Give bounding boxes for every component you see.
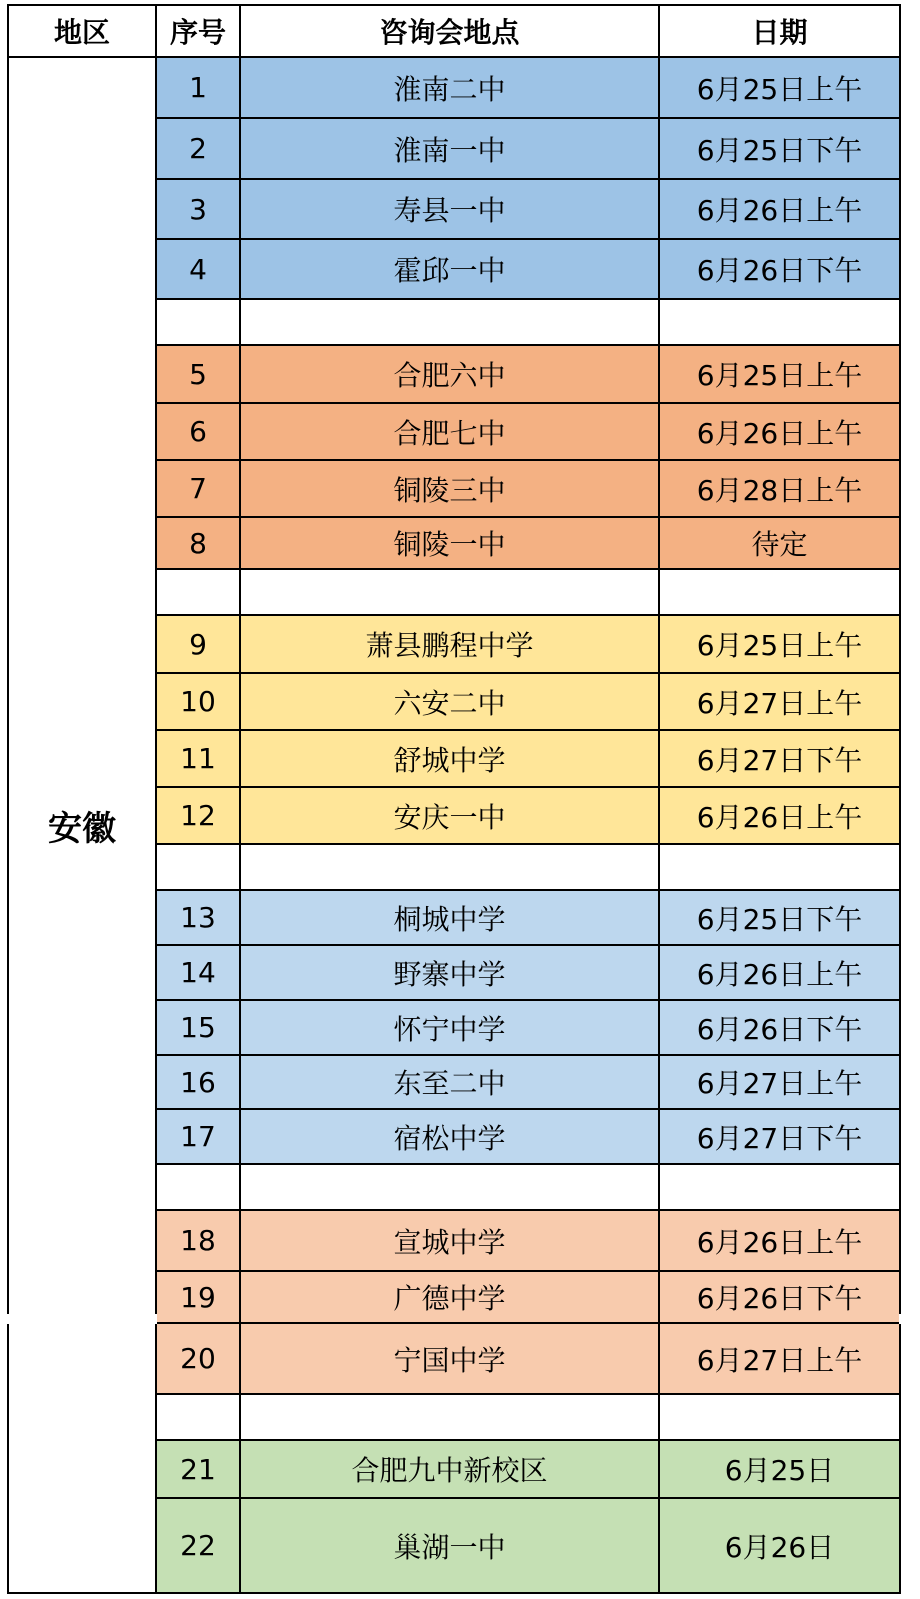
- cell-date: 待定: [660, 518, 899, 568]
- cell-date: 6月25日上午: [660, 616, 899, 672]
- cell-venue: 合肥六中: [241, 346, 658, 402]
- cell-seq: [157, 570, 239, 614]
- cell-seq: 22: [157, 1499, 239, 1592]
- cell-seq: 18: [157, 1211, 239, 1270]
- cell-date: [660, 300, 899, 344]
- cell-venue: [241, 570, 658, 614]
- cell-venue: 铜陵三中: [241, 461, 658, 516]
- cell-venue: 舒城中学: [241, 731, 658, 786]
- cell-date: 6月27日下午: [660, 1110, 899, 1163]
- cell-date: 6月27日上午: [660, 1056, 899, 1108]
- cell-date: 6月26日下午: [660, 1001, 899, 1054]
- cell-seq: 9: [157, 616, 239, 672]
- cell-seq: 17: [157, 1110, 239, 1163]
- cell-date: 6月26日上午: [660, 788, 899, 843]
- cell-date: 6月27日下午: [660, 731, 899, 786]
- cell-date: 6月26日上午: [660, 404, 899, 459]
- cell-venue: 怀宁中学: [241, 1001, 658, 1054]
- cell-seq: 12: [157, 788, 239, 843]
- cell-venue: 六安二中: [241, 674, 658, 729]
- region-cell: 安徽: [9, 58, 155, 1592]
- cell-seq: 2: [157, 119, 239, 178]
- cell-venue: [241, 845, 658, 889]
- cell-seq: 20: [157, 1324, 239, 1393]
- cell-date: [660, 570, 899, 614]
- cell-venue: 安庆一中: [241, 788, 658, 843]
- cell-seq: 4: [157, 240, 239, 298]
- cell-seq: 13: [157, 891, 239, 944]
- cell-date: [660, 1395, 899, 1439]
- cell-venue: 合肥九中新校区: [241, 1441, 658, 1497]
- cell-venue: 铜陵一中: [241, 518, 658, 568]
- header-venue: 咨询会地点: [241, 6, 658, 56]
- cell-date: 6月25日下午: [660, 891, 899, 944]
- header-date: 日期: [660, 6, 899, 56]
- cell-venue: [241, 1165, 658, 1209]
- cell-venue: 淮南二中: [241, 58, 658, 117]
- cell-seq: 11: [157, 731, 239, 786]
- cell-seq: 5: [157, 346, 239, 402]
- cell-date: 6月27日上午: [660, 1324, 899, 1393]
- header-region: 地区: [9, 6, 155, 56]
- cell-venue: 淮南一中: [241, 119, 658, 178]
- cell-date: 6月26日上午: [660, 1211, 899, 1270]
- cell-venue: 广德中学: [241, 1272, 658, 1322]
- cell-venue: 寿县一中: [241, 180, 658, 238]
- cell-seq: 6: [157, 404, 239, 459]
- cell-venue: 宁国中学: [241, 1324, 658, 1393]
- cell-seq: 10: [157, 674, 239, 729]
- cell-seq: [157, 300, 239, 344]
- cell-date: 6月28日上午: [660, 461, 899, 516]
- cell-date: 6月26日上午: [660, 180, 899, 238]
- schedule-table: [7, 4, 901, 1594]
- cell-seq: [157, 845, 239, 889]
- cell-date: 6月25日: [660, 1441, 899, 1497]
- cell-date: 6月26日: [660, 1499, 899, 1592]
- header-seq: 序号: [157, 6, 239, 56]
- cell-venue: 霍邱一中: [241, 240, 658, 298]
- cell-seq: 8: [157, 518, 239, 568]
- cell-date: 6月27日上午: [660, 674, 899, 729]
- cell-date: [660, 845, 899, 889]
- cell-date: 6月26日下午: [660, 240, 899, 298]
- cell-date: 6月26日上午: [660, 946, 899, 999]
- cell-date: 6月25日上午: [660, 346, 899, 402]
- cell-seq: 15: [157, 1001, 239, 1054]
- cell-venue: 宣城中学: [241, 1211, 658, 1270]
- cell-seq: [157, 1165, 239, 1209]
- cell-date: 6月25日上午: [660, 58, 899, 117]
- cell-venue: [241, 300, 658, 344]
- cell-venue: 合肥七中: [241, 404, 658, 459]
- cell-seq: 19: [157, 1272, 239, 1322]
- cell-seq: [157, 1395, 239, 1439]
- cell-date: [660, 1165, 899, 1209]
- cell-venue: 宿松中学: [241, 1110, 658, 1163]
- cell-venue: 桐城中学: [241, 891, 658, 944]
- cell-seq: 3: [157, 180, 239, 238]
- cell-seq: 16: [157, 1056, 239, 1108]
- cell-seq: 7: [157, 461, 239, 516]
- cell-date: 6月26日下午: [660, 1272, 899, 1322]
- cell-seq: 1: [157, 58, 239, 117]
- cell-venue: 巢湖一中: [241, 1499, 658, 1592]
- cell-venue: 萧县鹏程中学: [241, 616, 658, 672]
- cell-venue: 东至二中: [241, 1056, 658, 1108]
- cell-venue: 野寨中学: [241, 946, 658, 999]
- cell-date: 6月25日下午: [660, 119, 899, 178]
- cell-seq: 14: [157, 946, 239, 999]
- cell-venue: [241, 1395, 658, 1439]
- cell-seq: 21: [157, 1441, 239, 1497]
